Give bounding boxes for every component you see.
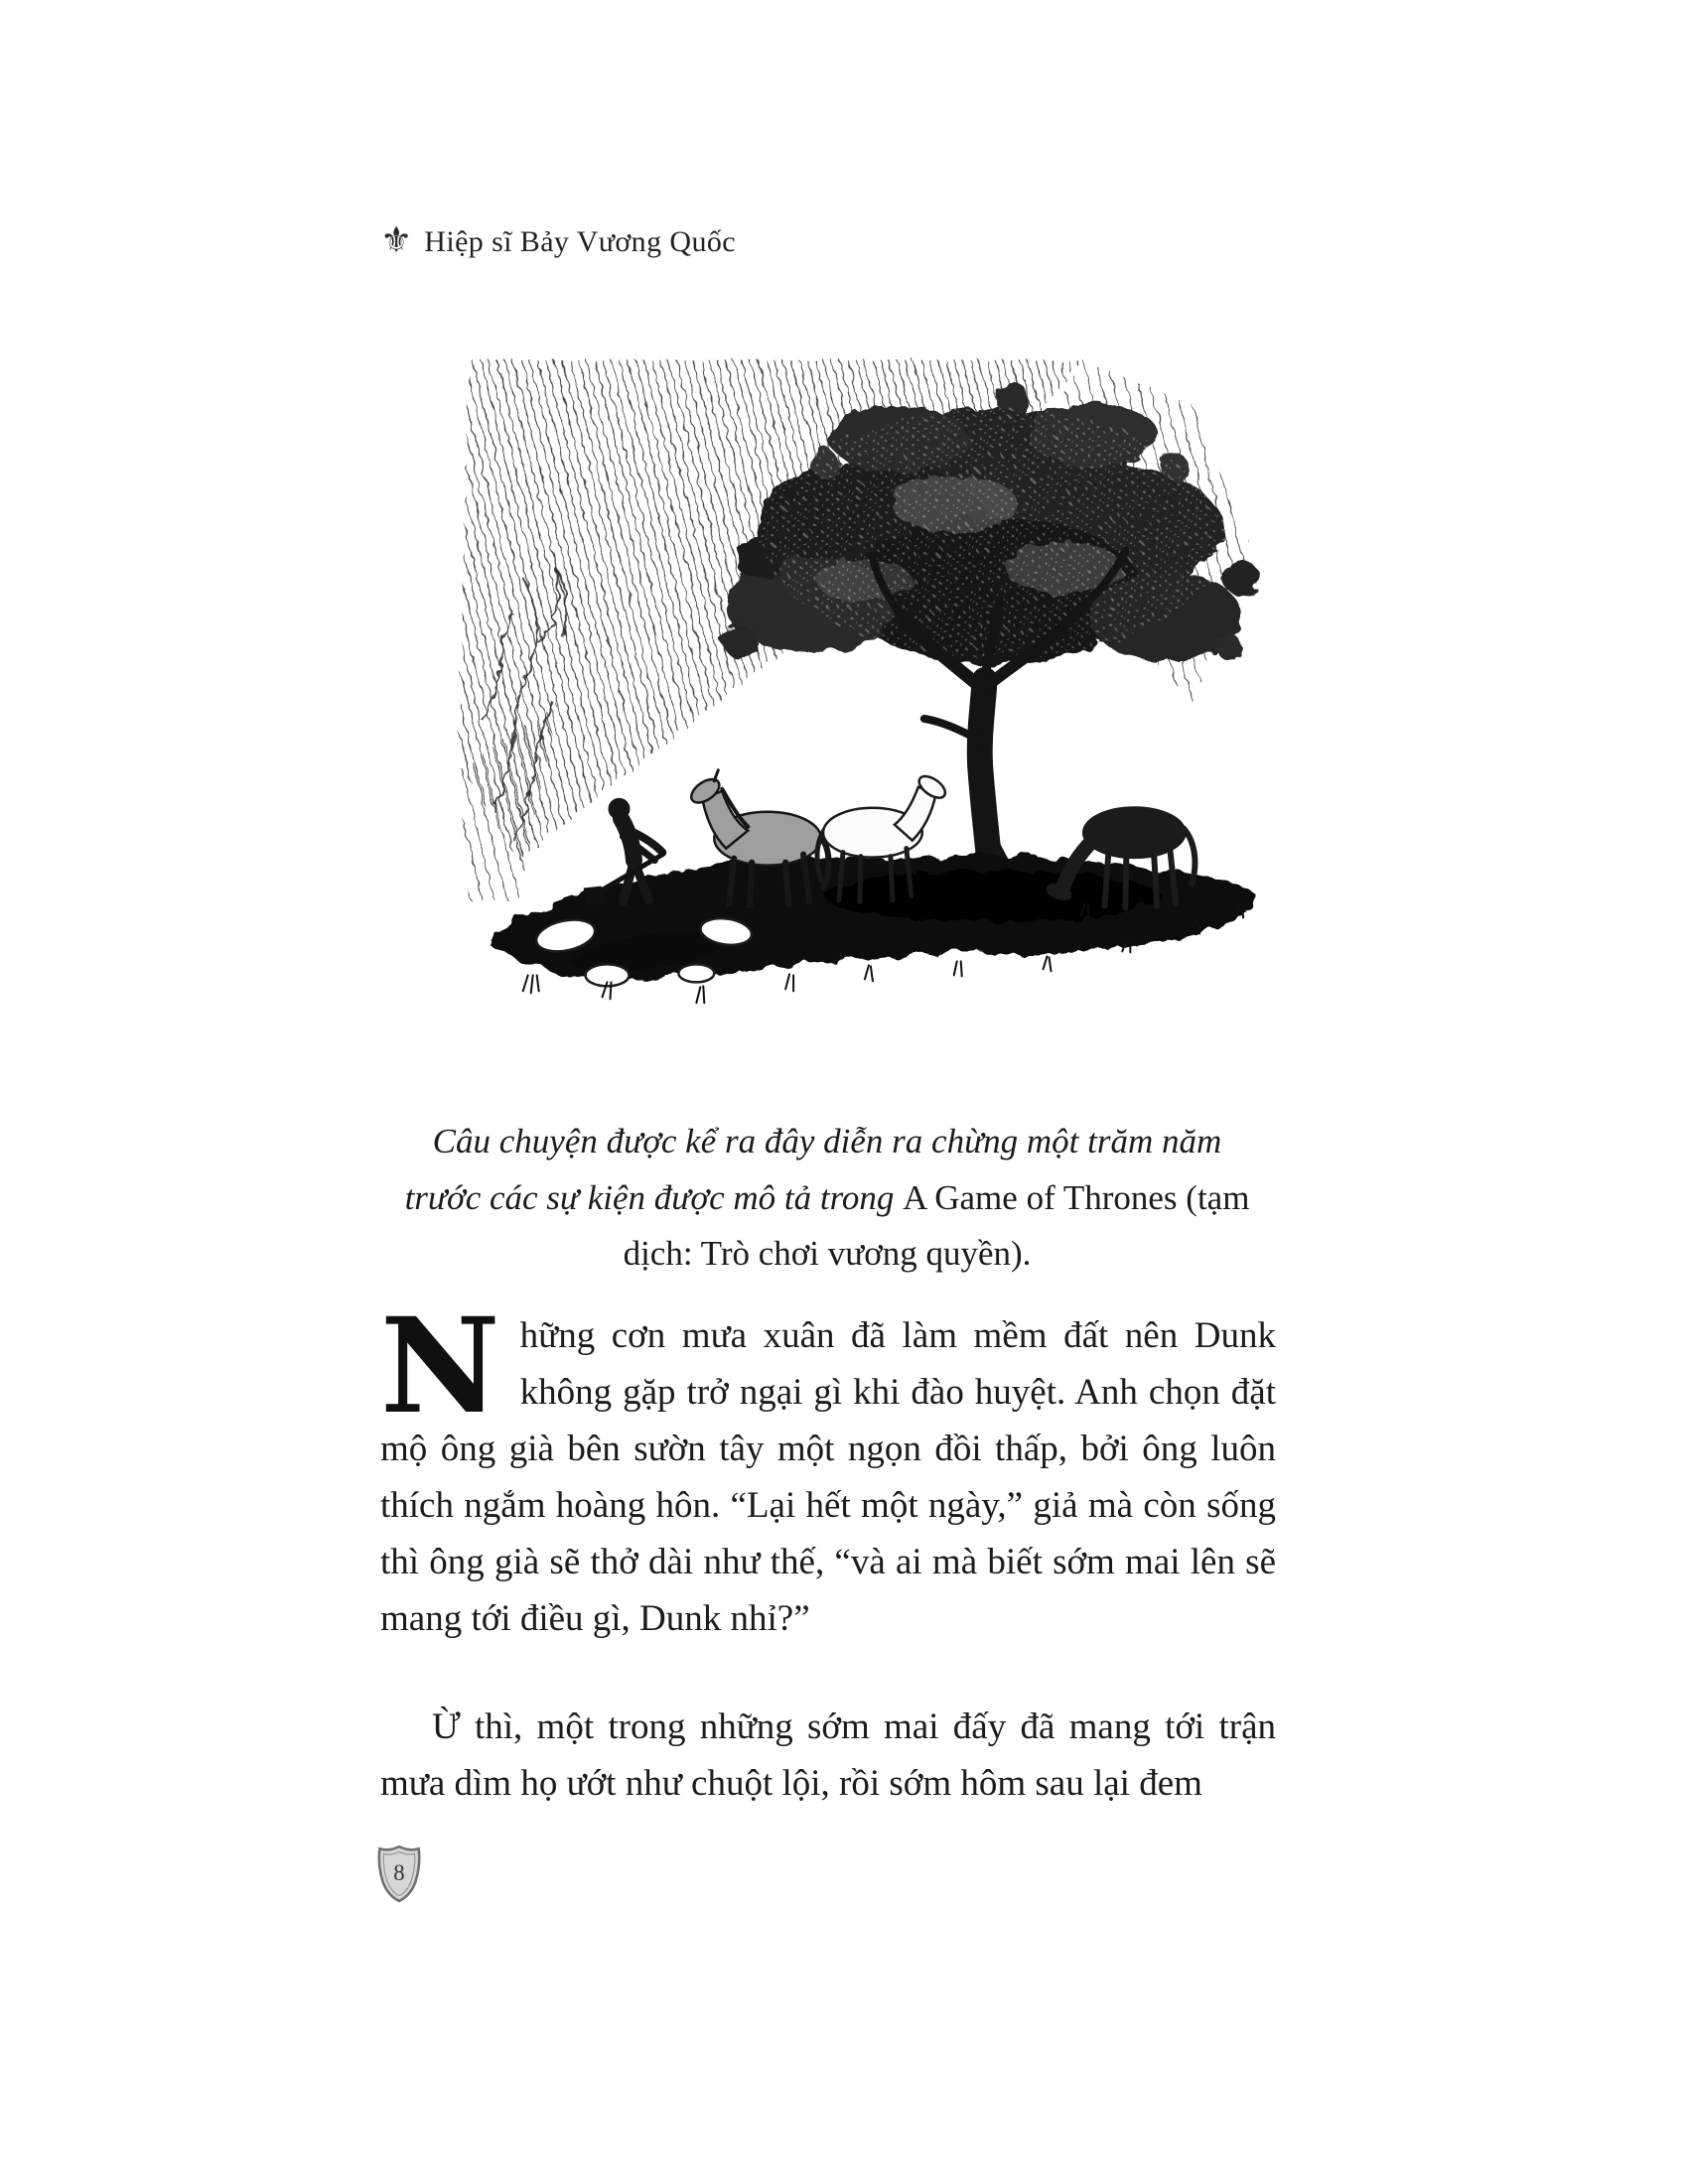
intro-line-1-italic: Câu chuyện được kể ra đây diễn ra chừng một trăm năm bbox=[432, 1122, 1222, 1160]
intro-line-3-roman: dịch: Trò chơi vương quyền). bbox=[623, 1234, 1032, 1274]
intro-line bbox=[380, 1226, 1274, 1283]
paragraph-1 bbox=[380, 1290, 1276, 1648]
illustration-svg bbox=[399, 343, 1271, 1050]
dropcap-initial: N bbox=[380, 1290, 500, 1443]
page-number: 8 bbox=[393, 1860, 405, 1886]
intro-line bbox=[380, 1170, 1274, 1227]
intro-line bbox=[380, 1114, 1274, 1170]
paragraph-1-text: hững cơn mưa xuân đã làm mềm đất nên Dunk không gặp trở ngại gì khi đào huyệt. Anh chọn đặt mộ ông già bên sườn tây một ngọn đồi thấp, bởi ông luôn thích ngắm hoàng hôn. “Lại hết một ngày,” giả mà còn sống thì ông già sẽ thở dài như thế, “và ai mà biết sớm mai lên sẽ mang tới điều gì, Dunk nhỉ?” bbox=[380, 1315, 1276, 1639]
page-number-badge bbox=[373, 1843, 425, 1904]
book-title: Hiệp sĩ Bảy Vương Quốc bbox=[424, 225, 736, 258]
chapter-illustration bbox=[399, 343, 1271, 1050]
intro-line-2-italic: trước các sự kiện được mô tả trong bbox=[404, 1177, 904, 1217]
fleur-de-lis-icon: ⚜ bbox=[380, 220, 413, 260]
page-header bbox=[380, 220, 736, 260]
paragraph-2: Ừ thì, một trong những sớm mai đấy đã mang tới trận mưa dìm họ ướt như chuột lội, rồi sớm hôm sau lại đem bbox=[380, 1706, 1276, 1804]
body-text bbox=[380, 1290, 1276, 1813]
shield-icon bbox=[373, 1843, 425, 1904]
intro-paragraph bbox=[380, 1114, 1274, 1283]
intro-line-2-roman: A Game of Thrones (tạm bbox=[903, 1177, 1250, 1217]
